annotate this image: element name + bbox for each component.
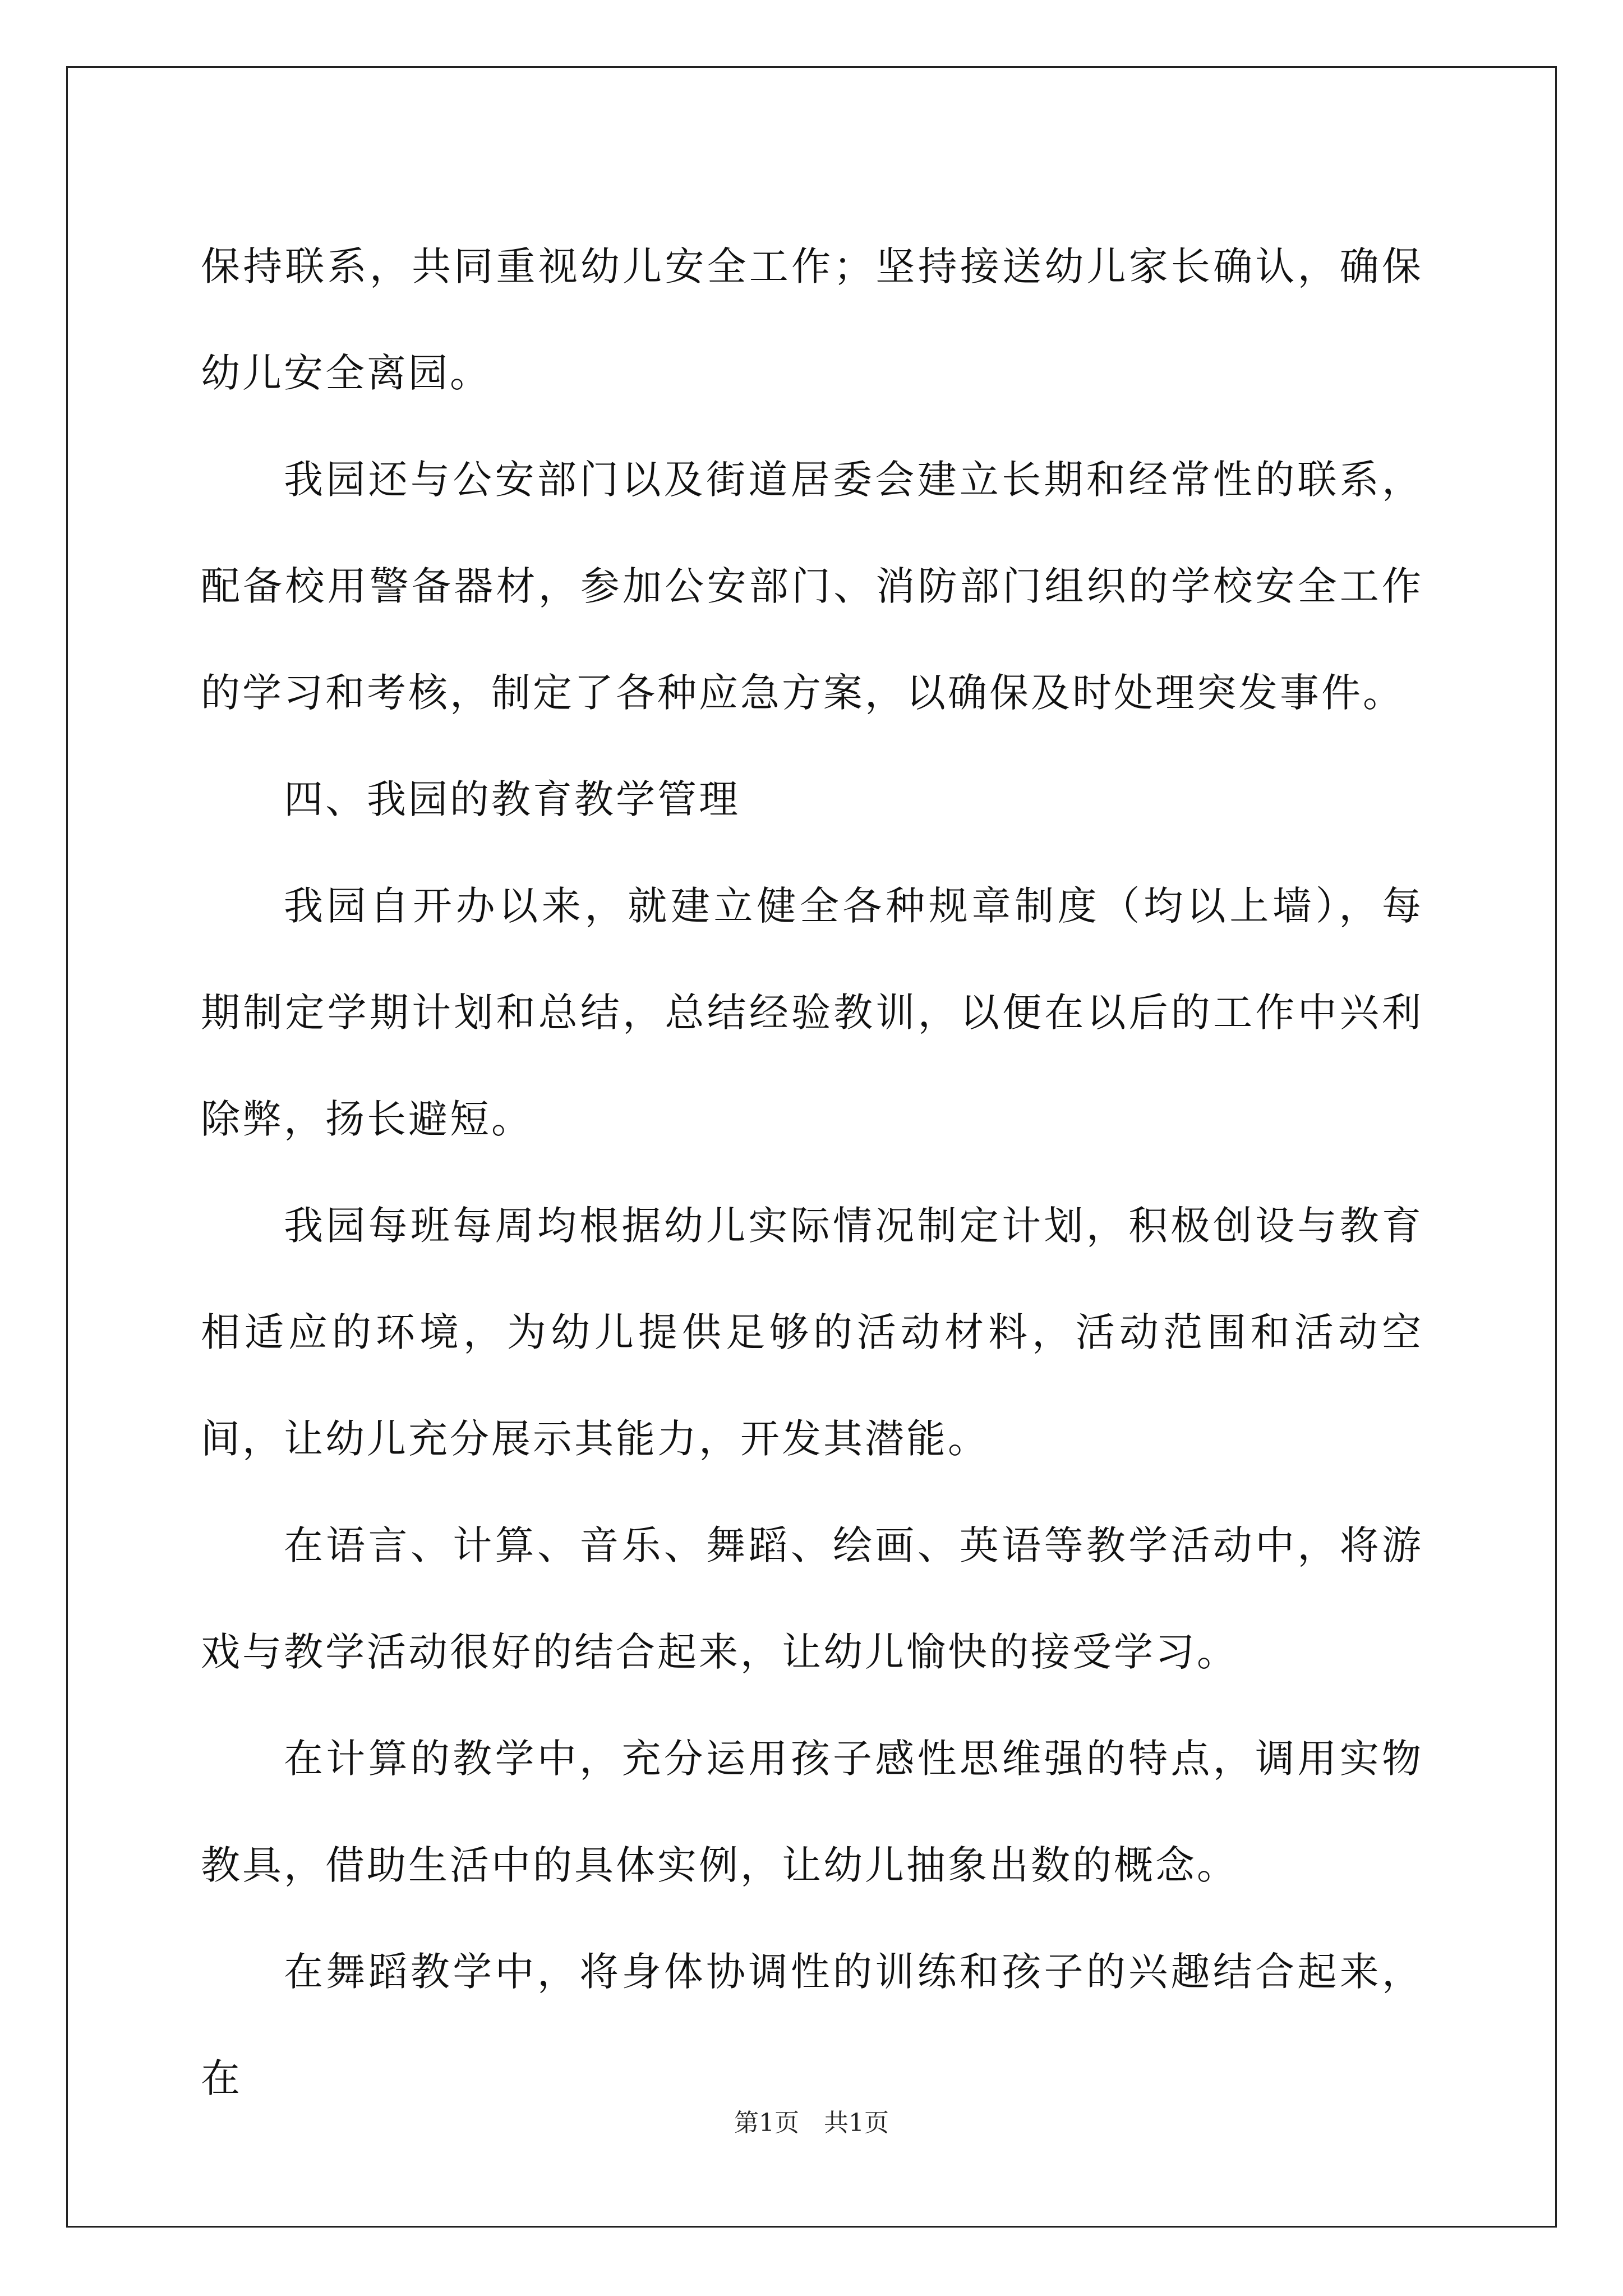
- paragraph-7: 在舞蹈教学中，将身体协调性的训练和孩子的兴趣结合起来，在: [201, 1949, 1423, 2101]
- paragraph-3: 我园自开办以来，就建立健全各种规章制度（均以上墙），每期制定学期计划和总结，总结经验教训，以便在以后的工作中兴利除弊，扬长避短。: [201, 883, 1423, 1142]
- paragraph-2: 我园还与公安部门以及街道居委会建立长期和经常性的联系，配备校用警备器材，参加公安部门、消防部门组织的学校安全工作的学习和考核，制定了各种应急方案，以确保及时处理突发事件。: [201, 457, 1423, 716]
- page-number-footer: 第1页 共1页: [734, 2109, 889, 2137]
- section-heading: 四、我园的教育教学管理: [284, 776, 740, 822]
- paragraph-4: 我园每班每周均根据幼儿实际情况制定计划，积极创设与教育相适应的环境，为幼儿提供足够的活动材料，活动范围和活动空间，让幼儿充分展示其能力，开发其潜能。: [201, 1203, 1423, 1462]
- paragraph-1: 保持联系，共同重视幼儿安全工作；坚持接送幼儿家长确认，确保幼儿安全离园。: [201, 243, 1423, 396]
- document-body: [201, 213, 1423, 2132]
- paragraph-5: 在语言、计算、音乐、舞蹈、绘画、英语等教学活动中，将游戏与教学活动很好的结合起来，让幼儿愉快的接受学习。: [201, 1522, 1423, 1675]
- paragraph-6: 在计算的教学中，充分运用孩子感性思维强的特点，调用实物教具，借助生活中的具体实例，让幼儿抽象出数的概念。: [201, 1736, 1423, 1888]
